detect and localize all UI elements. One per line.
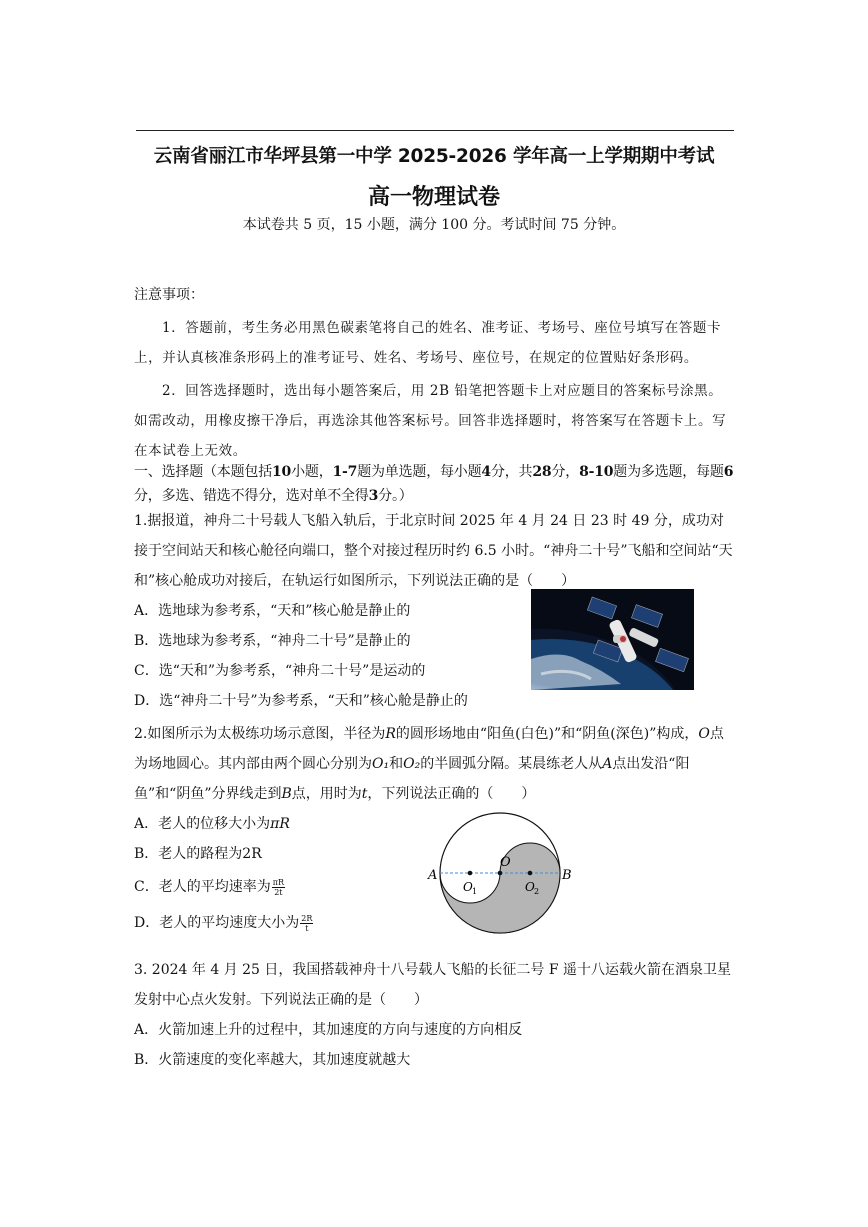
question-3-option-a: A．火箭加速上升的过程中，其加速度的方向与速度的方向相反 xyxy=(134,1022,523,1038)
svg-text:B: B xyxy=(562,868,572,883)
question-2-option-c: C．老人的平均速率为 $\frac{\pi R}{2t}$ xyxy=(134,877,284,897)
question-1-option-d: D．选“神舟二十号”为参考系，“天和”核心舱是静止的 xyxy=(134,693,468,709)
question-1-option-b: B．选地球为参考系，“神舟二十号”是静止的 xyxy=(134,633,411,649)
question-2-option-d: D．老人的平均速度大小为 $\frac{2R}{t}$ xyxy=(134,913,313,933)
svg-text:O: O xyxy=(525,880,535,894)
question-1-stem: 1.据报道，神舟二十号载人飞船入轨后，于北京时间 2025 年 4 月 24 日 23 时 49 分，成功对接于空间站天和核心舱径向端口，整个对接过程历时约 6.5 小时。“神舟二十号”飞船和空间站“天和”核心舱成功对接后，在轨运行如图所示，下列说法正确的是（ ） xyxy=(134,513,733,589)
question-2-stem: 2.如图所示为太极练功场示意图，半径为R的圆形场地由“阳鱼(白色)”和“阴鱼(深色)”构成，O点为场地圆心。其内部由两个圆心分别为O₁和O₂的半圆弧分隔。某晨练老人从A点出发沿“阳鱼”和“阴鱼”分界线走到B点，用时为t，下列说法正确的（ ） xyxy=(134,726,724,802)
notice-section xyxy=(134,280,734,466)
notice-item-1: 1．答题前，考生务必用黑色碳素笔将自己的姓名、准考证、考场号、座位号填写在答题卡上，并认真核准条形码上的准考证号、姓名、考场号、座位号，在规定的位置贴好条形码。 xyxy=(134,320,722,366)
notice-item-2: 2．回答选择题时，选出每小题答案后，用 2B 铅笔把答题卡上对应题目的答案标号涂黑。如需改动，用橡皮擦干净后，再选涂其他答案标号。回答非选择题时，将答案写在答题卡上。写在本试卷上无效。 xyxy=(134,383,727,459)
exam-title: 高一物理试卷 xyxy=(367,185,500,210)
exam-info: 本试卷共 5 页，15 小题，满分 100 分。考试时间 75 分钟。 xyxy=(242,217,626,233)
header-rule xyxy=(136,130,734,131)
question-1-option-c: C．选“天和”为参考系，“神舟二十号”是运动的 xyxy=(134,663,426,679)
question-2-option-a: A．老人的位移大小为πR xyxy=(134,816,290,832)
svg-text:A: A xyxy=(428,868,438,883)
question-3 xyxy=(134,955,734,1075)
svg-text:1: 1 xyxy=(472,887,478,896)
svg-text:O: O xyxy=(463,880,473,894)
question-3-stem: 3. 2024 年 4 月 25 日，我国搭载神舟十八号载人飞船的长征二号 F 遥十八运载火箭在酒泉卫星发射中心点火发射。下列说法正确的是（ ） xyxy=(134,962,732,1008)
section-heading: 一、选择题（本题包括10小题，1-7题为单选题，每小题4分，共28分，8-10题为多选题，每题6分，多选、错选不得分，选对单不全得3分。） xyxy=(134,464,734,504)
space-station-image xyxy=(531,589,694,690)
school-title: 云南省丽江市华坪县第一中学 2025-2026 学年高一上学期期中考试 xyxy=(153,146,715,167)
svg-text:O: O xyxy=(500,855,511,870)
svg-text:2: 2 xyxy=(534,887,540,896)
taiji-diagram xyxy=(425,810,575,938)
fraction-c: $\frac{\pi R}{2t}$ xyxy=(272,877,284,897)
notice-heading: 注意事项： xyxy=(134,287,204,303)
question-2-option-b: B．老人的路程为2R xyxy=(134,846,262,862)
fraction-d: $\frac{2R}{t}$ xyxy=(301,913,313,933)
question-3-option-b: B．火箭速度的变化率越大，其加速度就越大 xyxy=(134,1052,411,1068)
question-1-option-a: A．选地球为参考系，“天和”核心舱是静止的 xyxy=(134,603,411,619)
